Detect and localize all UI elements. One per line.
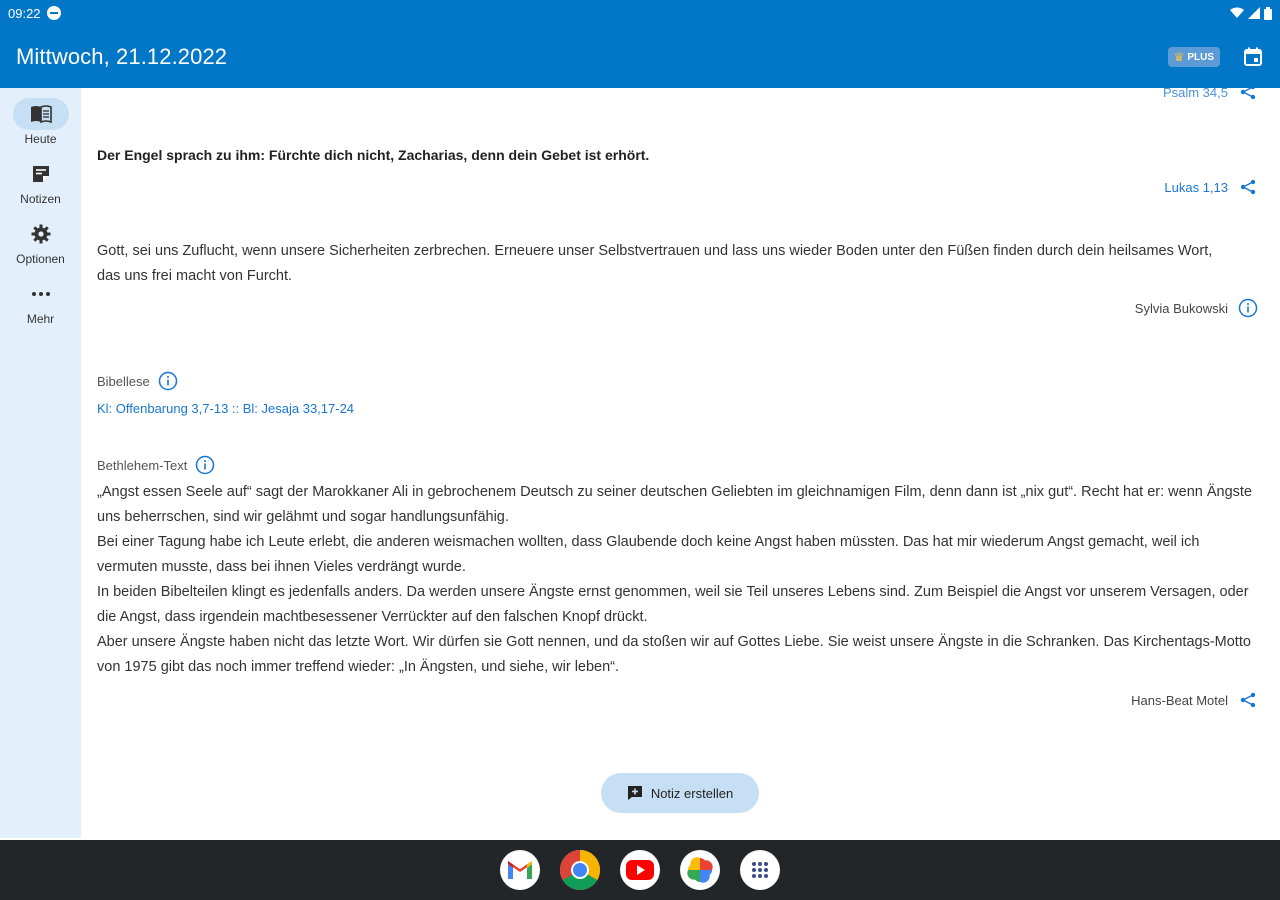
youtube-icon (626, 860, 654, 880)
status-bar (0, 0, 1280, 26)
info-icon[interactable] (1238, 298, 1258, 318)
nav-label-heute: Heute (24, 132, 57, 146)
share-icon[interactable] (1238, 88, 1258, 102)
prayer-author: Sylvia Bukowski (1134, 300, 1228, 316)
app-grid-icon (751, 861, 769, 879)
gmail-icon (507, 860, 533, 880)
nav-item-notizen[interactable] (0, 148, 81, 208)
gear-icon (31, 224, 51, 244)
add-note-icon (627, 785, 643, 801)
sticky-note-icon (32, 165, 50, 183)
bethlehem-label: Bethlehem-Text (97, 457, 188, 473)
bethlehem-paragraph: „Angst essen Seele auf“ sagt der Marokkaner Ali in gebrochenem Deutsch zu seiner deutschen Geliebten im gleichnamigen Film, denn dann ist „nix gut“. Recht hat er: wenn Ängste uns beherrschen, sind wir gelähmt und sogar handlungsunfähig. (97, 484, 1252, 525)
bethlehem-text (97, 480, 1261, 680)
chrome-icon (560, 850, 600, 890)
bethlehem-paragraph: Aber unsere Ängste haben nicht das letzte Wort. Wir dürfen sie Gott nennen, und da stoßen wir auf Gottes Liebe. Sie weist unsere Ängste in die Schranken. Das Kirchentags-Motto von 1975 gibt das noch immer treffend wieder: „In Ängsten, und siehe, wir leben“. (97, 634, 1251, 675)
photos-icon (686, 856, 714, 884)
plus-label: PLUS (1187, 51, 1214, 63)
calendar-button[interactable] (1242, 46, 1264, 68)
nav-item-heute[interactable] (0, 88, 81, 148)
nav-label-notizen: Notizen (20, 192, 61, 206)
system-taskbar (0, 840, 1280, 900)
more-horizontal-icon (31, 291, 51, 297)
bethlehem-paragraph: In beiden Bibelteilen klingt es jedenfalls anders. Da werden unsere Ängste ernst genommen, weil sie Teil unseres Lebens sind. Zum Beispiel die Angst vor unserem Versagen, oder die Angst, dass irgendein machtbesessener Verrückter auf den falschen Knopf drückt. (97, 584, 1249, 625)
bibellese-links[interactable]: Kl: Offenbarung 3,7-13 :: Bl: Jesaja 33,17-24 (97, 401, 355, 416)
create-note-label: Notiz erstellen (650, 785, 734, 801)
do-not-disturb-icon (47, 6, 61, 20)
psalm-reference-row (1163, 88, 1258, 102)
battery-icon (1264, 7, 1272, 20)
nav-indicator (13, 98, 69, 130)
chrome-app-icon[interactable] (560, 850, 600, 890)
verse-reference-row (1164, 177, 1258, 197)
share-icon[interactable] (1238, 690, 1258, 710)
gmail-app-icon[interactable] (500, 850, 540, 890)
calendar-icon (1243, 47, 1263, 67)
share-icon[interactable] (1238, 177, 1258, 197)
wifi-icon (1230, 7, 1244, 19)
youtube-app-icon[interactable] (620, 850, 660, 890)
book-icon (30, 105, 52, 123)
verse-reference[interactable]: Lukas 1,13 (1164, 179, 1228, 195)
nav-label-mehr: Mehr (26, 312, 55, 326)
nav-item-mehr[interactable] (0, 268, 81, 328)
nav-item-optionen[interactable] (0, 208, 81, 268)
prayer-author-row (1135, 298, 1258, 318)
nav-label-optionen: Optionen (16, 252, 65, 266)
bethlehem-header (97, 455, 215, 475)
bethlehem-author-row (1131, 690, 1258, 710)
app-bar (0, 26, 1280, 88)
signal-icon (1248, 7, 1260, 19)
app-launcher-button[interactable] (740, 850, 780, 890)
info-icon[interactable] (195, 455, 215, 475)
bethlehem-paragraph: Bei einer Tagung habe ich Leute erlebt, die anderen weismachen wollten, dass Glaubende doch keine Angst haben müssten. Das hat mir wiederum Angst gemacht, weil ich vermuten musste, dass bei ihnen Vieles verdrängt wurde. (97, 534, 1200, 575)
info-icon[interactable] (158, 371, 178, 391)
nav-rail (0, 88, 81, 838)
create-note-button[interactable] (601, 773, 759, 813)
prayer-text: Gott, sei uns Zuflucht, wenn unsere Sicherheiten zerbrechen. Erneuere unser Selbstvertrauen und lass uns wieder Boden unter den Füßen finden durch dein heilsames Wort, das uns frei macht von Furcht. (97, 243, 1213, 284)
bethlehem-author: Hans-Beat Motel (1131, 692, 1228, 708)
daily-content (81, 88, 1280, 840)
status-time: 09:22 (8, 5, 41, 21)
plus-badge[interactable] (1168, 47, 1220, 67)
bibellese-label: Bibellese (97, 373, 150, 389)
daily-verse: Der Engel sprach zu ihm: Fürchte dich nicht, Zacharias, denn dein Gebet ist erhört. (97, 147, 650, 163)
photos-app-icon[interactable] (680, 850, 720, 890)
bibellese-header (97, 371, 178, 391)
crown-icon: ♛ (1173, 50, 1185, 64)
psalm-reference[interactable]: Psalm 34,5 (1162, 88, 1228, 100)
page-title: Mittwoch, 21.12.2022 (16, 44, 228, 69)
